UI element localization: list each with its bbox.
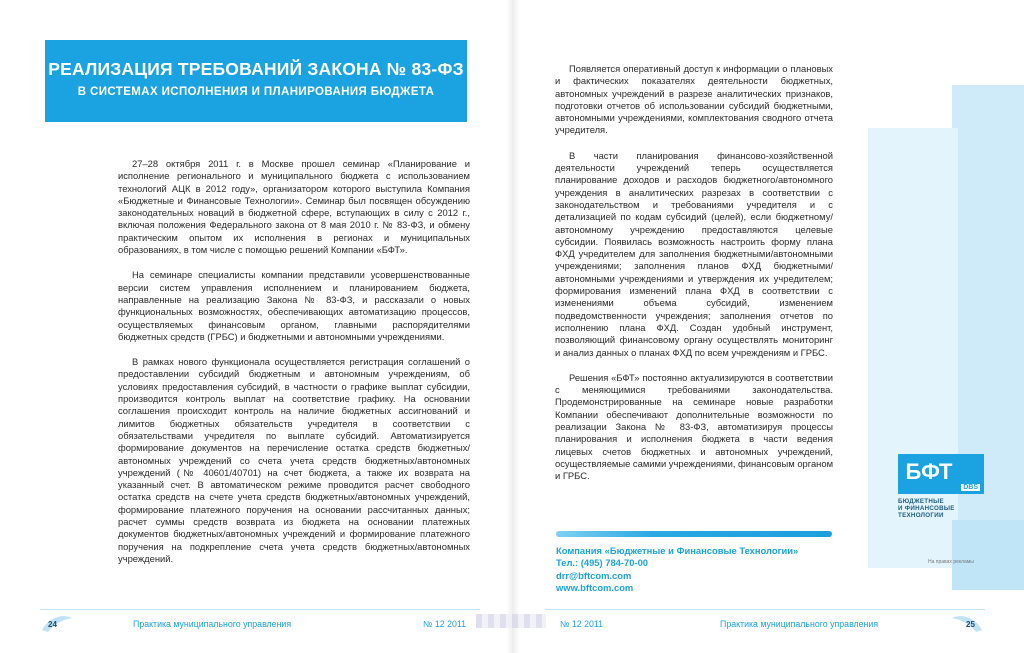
- paragraph: Решения «БФТ» постоянно актуализируются в соответствии с меняющимися требованиями законодательства. Продемонстрированные на семинаре новые разработки Компании обеспечивают дополнительные возможности по реализации Закона № 83-ФЗ, автоматизируя процессы планирования и исполнения бюджета в части ведения лицевых счетов бюджетных и автономных учреждений, осуществляемые самими учреждениями, финансовым органом и ГРБС.: [555, 371, 834, 482]
- paragraph: В части планирования финансово-хозяйственной деятельности учреждений теперь осуществляется планирование доходов и расходов бюджетного/автономного учреждения в аналитических разрезах в соответствии с законодательством и требованиями учредителя и с детализацией по кодам субсидий (целей), если бюджетному/автономному учреждению предоставляются целевые субсидии. Появилась возможность настроить форму плана ФХД учредителем для заполнения бюджетными/автономными учреждениями; заполнения планов ФХД бюджетными/автономными учреждениями и утверждения их учредителем; формирования изменений плана ФХД в соответствии с изменениями объема субсидий, изменением подведомственности учреждения; заполнения отчетов по исполнению плана ФХД. Создан удобный инструмент, позволяющий финансовому органу осуществлять мониторинг и анализ данных о планах ФХД по всем учреждениям и ГРБС.: [555, 149, 833, 358]
- page-gutter: [506, 0, 520, 653]
- phone-number: Тел.: (495) 784-70-00: [556, 557, 648, 569]
- logo-tagline-line: ТЕХНОЛОГИИ: [898, 512, 944, 519]
- paragraph: Появляется оперативный доступ к информации о плановых и фактических показателях деятельности бюджетных, автономных учреждений в разрезе аналитических признаков, подготовки отчетов об использовании субсидий бюджетными, автономными учреждениями, комплектования сводного отчета учредителя.: [555, 63, 833, 136]
- article-title: РЕАЛИЗАЦИЯ ТРЕБОВАНИЙ ЗАКОНА № 83-ФЗ: [48, 59, 464, 79]
- logo-name: БФТ: [905, 459, 953, 484]
- article-title-banner: [45, 40, 467, 122]
- paragraph: 27–28 октября 2011 г. в Москве прошел семинар «Планирование и исполнение регионального и муниципального бюджета с использованием технологий АЦК в 2012 году», организатором которого выступила Компания «Бюджетные и Финансовые Технологии». Семинар был посвящен обсуждению законодательных новаций в бюджетной сфере, вступающих в силу с 2012 г., включая положения Федерального закона от 8 мая 2010 г. № 83-ФЗ, и обмену практическим опытом их исполнения в регионах и муниципальных образованиях, в том числе с помощью решений Компании «БФТ».: [118, 158, 470, 256]
- footer-divider: [545, 609, 985, 610]
- issue-number-right: № 12 2011: [560, 619, 604, 629]
- magazine-title-right: Практика муниципального управления: [720, 619, 879, 629]
- issue-number-left: № 12 2011: [423, 619, 467, 629]
- page-number-left: 24: [48, 620, 57, 629]
- contact-divider-bar: [556, 531, 832, 537]
- page-number-right: 25: [966, 620, 975, 629]
- company-logo: [898, 454, 984, 494]
- left-text-column: [118, 158, 470, 578]
- blurred-barcode: [476, 614, 546, 628]
- company-name: Компания «Бюджетные и Финансовые Технологии»: [556, 545, 799, 556]
- decorative-panel: [952, 520, 1024, 590]
- website-link[interactable]: www.bftcom.com: [556, 581, 634, 593]
- right-text-column: [555, 63, 833, 496]
- magazine-title-left: Практика муниципального управления: [133, 619, 292, 629]
- email-link[interactable]: drr@bftcom.com: [556, 569, 632, 581]
- contact-block: [556, 545, 798, 594]
- advert-label: На правах рекламы: [928, 559, 974, 565]
- logo-tagline-line: БЮДЖЕТНЫЕ: [898, 498, 944, 505]
- article-subtitle: В СИСТЕМАХ ИСПОЛНЕНИЯ И ПЛАНИРОВАНИЯ БЮДЖЕТА: [77, 86, 435, 98]
- logo-tagline: [898, 498, 986, 519]
- logo-badge: DBS: [963, 484, 978, 491]
- page-number-swoosh-icon: [40, 612, 74, 634]
- logo-tagline-line: И ФИНАНСОВЫЕ: [898, 505, 955, 512]
- paragraph: На семинаре специалисты компании представили усовершенствованные версии систем управления исполнением и планированием бюджета, направленные на реализацию Закона № 83-ФЗ, и рассказали о новых функциональных возможностях, обеспечивающих автоматизацию процессов, осуществляемых финансовым органом, главными распорядителями бюджетных средств (ГРБС) и бюджетными и автономными учреждениями.: [118, 269, 470, 342]
- paragraph: В рамках нового функционала осуществляется регистрация соглашений о предоставлении субсидий бюджетным и автономным учреждениям, об условиях предоставления субсидий, в частности о графике выплат субсидии, производится контроль выплат на соответствие графику. На основании соглашения происходит контроль на наличие бюджетных ассигнований и лимитов бюджетных обязательств учредителя в соответствии с обязательствами учредителя по выплате субсидий. Автоматизируется формирование документов на перечисление остатка средств бюджетных/автономных учреждений со счета учета средств бюджетных/автономных учреждений (№ 40601/40701) на счет бюджета, а также их возврата на указанный счет. В автоматическом режиме проводится расчет свободного остатка средств на счете учета средств бюджетных/автономных учреждений, формирование платежного поручения на основании рассчитанных данных; расчет суммы средств возврата из бюджета на основании платежных документов бюджетных/автономных учреждений и формирование платежного поручения на подкрепление счета учета средств бюджетных/автономных учреждений.: [118, 356, 470, 564]
- footer-divider: [40, 609, 480, 610]
